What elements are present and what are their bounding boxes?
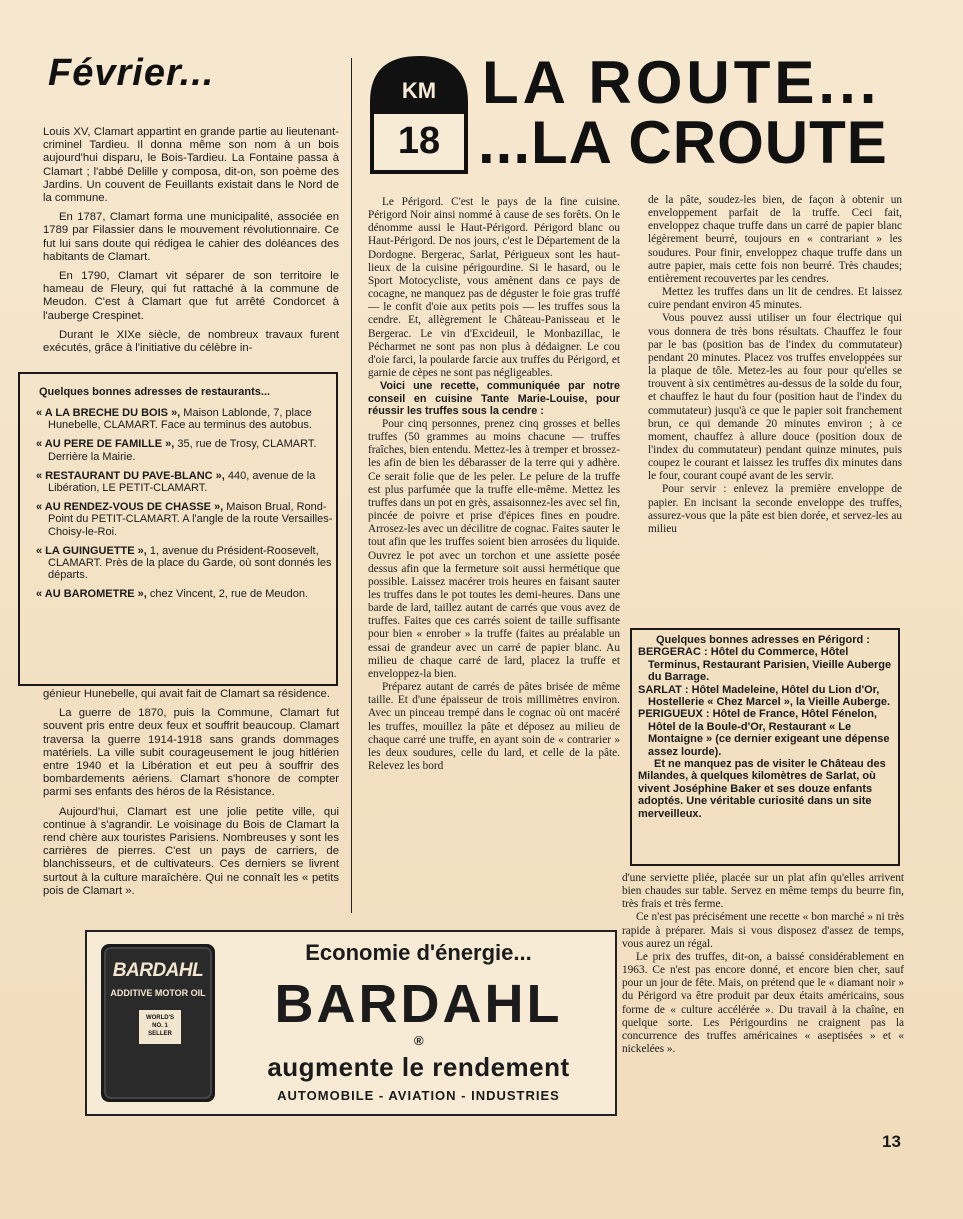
perigord-box [630, 628, 900, 866]
paragraph: La guerre de 1870, puis la Commune, Clamart fut souvent pris entre deux feux et souffrit beaucoup. Clamart traversa la guerre 1914-1918 sans grands dommages matériels. La ville subit courageusement le joug hitlérien entre 1940 et la Libération et eut peu à souffrir des bombardements aériens. Clamart s'honore de compter parmi ses enfants des héros de la Résistance. [43, 707, 339, 799]
perigord-entry: SARLAT : Hôtel Madeleine, Hôtel du Lion d'Or, Hostellerie « Chez Marcel », la Vieille Auberge. [638, 683, 891, 709]
perigord-box-title: Quelques bonnes adresses en Périgord : [656, 634, 870, 646]
recipe-heading: Voici une recette, communiquée par notre conseil en cuisine Tante Marie-Louise, pour réussir les truffes sous la cendre : [368, 380, 620, 418]
registered-mark: ® [414, 1033, 424, 1048]
oil-can-image [99, 942, 217, 1104]
perigord-entry: BERGERAC : Hôtel du Commerce, Hôtel Terminus, Restaurant Parisien, Vieille Auberge du Barrage. [638, 646, 892, 684]
left-column-bottom [43, 688, 339, 904]
paragraph: Pour cinq personnes, prenez cinq grosses et belles truffes (50 grammes au moins chacune — truffes fraîches, bien entendu. Mettez-les à tremper et brossez-les afin de bien les débarasser de la terre qui y adhère. Ce serait folie que de les peler. Le pelure de la truffe est plus parfumée que la truffe elle-même. Mettez les truffes dans un pot en grès, assaisonnez-les avec sel fin, pincée de poivre et prise d'épices fines en poudre. Arrosez-les avec un décilitre de cognac. Faites sauter le tout afin que les truffes soient bien arrosées du liquide. Ouvrez le pot avec un torchon et une assiette posée dessus afin que la fermeture soit aussi hermétique que possible. Laissez macérer trois heures en faisant sauter les truffes dans le pot toutes les demi-heures. Dans une barde de lard, taillez autant de carrés que vous avez de truffes. Faites que ces carrés soient de taille suffisante pour bien « enrober » la truffe (faites au préalable un essai de grandeur avec un carré de papier blanc. Au milieu de chaque carré de lard, placez la truffe et enveloppez-la bien. [368, 417, 620, 680]
ad-brand: BARDAHL [274, 974, 563, 1034]
perigord-entry: PERIGUEUX : Hôtel de France, Hôtel Fénelon, Hôtel de la Boule-d'Or, Restaurant « Le Montaigne » (ce dernier exigeant une dépense assez lourde). [638, 708, 890, 758]
restaurant-entry: « AU RENDEZ-VOUS DE CHASSE », Maison Brual, Rond-Point du PETIT-CLAMART. A l'angle de la route Versailles-Choisy-le-Roi. [36, 501, 333, 538]
restaurants-box [18, 372, 338, 686]
can-product: ADDITIVE MOTOR OIL [110, 988, 206, 998]
paragraph: Pour servir : enlevez la première enveloppe de papier. En incisant la seconde enveloppe des truffes, assurez-vous que la pâte est bien dorée, et servez-les au milieu [648, 483, 902, 535]
restaurants-box-title: Quelques bonnes adresses de restaurants... [39, 386, 271, 398]
km-number: 18 [397, 120, 441, 162]
ad-headline: Economie d'énergie... [305, 940, 532, 965]
paragraph: Préparez autant de carrés de pâtes brisée de même taille. Et d'une épaisseur de trois millimètres environ. Avec un pinceau trempé dans le cognac où ont macéré les truffes, mouillez la pâte et déposez au milieu de chaque carré une truffe, en ayant soin de « contrarier » les deux soudures, celle du lard, et celle de la pâte. Relevez les bord [368, 681, 620, 773]
paragraph: Ce n'est pas précisément une recette « bon marché » ni très rapide à préparer. Mais si vous disposez d'assez de temps, vous aurez un régal. [622, 911, 904, 950]
paragraph: Aujourd'hui, Clamart est une jolie petite ville, qui continue à s'agrandir. Le voisinage du Bois de Clamart la rend chère aux touristes Parisiens. Nombreuses y sont les carrières de pierres. C'est un pays de carriers, de blanchisseurs, et de cultivateurs. Ces derniers se livrent surtout à la culture maraîchère. Qui ne connaît les « petits pois de Clamart ». [43, 805, 339, 897]
can-badge: WORLD'S NO. 1 SELLER [145, 1015, 175, 1037]
km-label: KM [401, 78, 437, 103]
left-title: Février... [48, 52, 215, 94]
middle-column [368, 196, 620, 773]
perigord-tail: Et ne manquez pas de visiter le Château des Milandes, à quelques kilomètres de Sarlat, où vivent Joséphine Baker et ses douze enfants adoptés. Une véritable curiosité dans un site merveilleux. [638, 758, 886, 820]
paragraph: de la pâte, soudez-les bien, de façon à obtenir un enveloppement parfait de la truffe. Ceci fait, enveloppez chaque truffe dans un carré de papier blanc légèrement beurré, toujours en « contrariant » les soudures. Pour finir, enveloppez chaque truffe dans un autre papier, mais cette fois non beurré. Très chaudes; entièrement recouvertes par les cendres. [648, 194, 902, 285]
restaurant-entry: « LA GUINGUETTE », 1, avenue du Président-Roosevelt, CLAMART. Près de la place du Garde, où sont donnés les départs. [36, 544, 332, 582]
right-column-top [648, 194, 902, 536]
paragraph: génieur Hunebelle, qui avait fait de Clamart sa résidence. [43, 688, 330, 700]
ad-sectors: AUTOMOBILE - AVIATION - INDUSTRIES [277, 1088, 560, 1103]
main-title-line1: LA ROUTE... [482, 49, 881, 116]
restaurant-entry: « A LA BRECHE DU BOIS », Maison Lablonde, 7, place Hunebelle, CLAMART. Face au terminus des autobus. [36, 407, 312, 432]
page-number: 13 [882, 1132, 901, 1151]
can-brand: BARDAHL [112, 960, 204, 981]
right-column-bottom [622, 872, 904, 1056]
paragraph: En 1787, Clamart forma une municipalité, associée en 1789 par Filassier dans le mouvement révolutionnaire. Ce fut lui sans doute qui rédigea le cahier des doléances des habitants de Clamart. [43, 211, 339, 263]
left-column-top [43, 126, 339, 361]
paragraph: Durant le XIXe siècle, de nombreux travaux furent exécutés, grâce à l'initiative du célèbre in- [43, 328, 339, 355]
restaurant-entry: « RESTAURANT DU PAVE-BLANC », 440, avenue de la Libération, LE PETIT-CLAMART. [36, 469, 316, 495]
paragraph: d'une serviette pliée, placée sur un plat afin qu'elles arrivent bien chaudes sur table. Servez en même temps du beurre fin, très frais et très ferme. [622, 872, 904, 911]
restaurant-entry: « AU PERE DE FAMILLE », 35, rue de Trosy, CLAMART. Derrière la Mairie. [36, 438, 317, 463]
paragraph: Vous pouvez aussi utiliser un four électrique qui vous donnera de très bons résultats. Chauffez le four par le bas (position bas de l'index du commutateur) pendant 20 minutes. Placez vos truffes enveloppées sur la plaque de tôle. Metez-les au four pour qu'elles se trouvent à six centimètres au-dessus de la solde du four, et chauffez le haut du four (position haut de l'index du commutateur) jusqu'à ce que le papier soit franchement brun, ce qui demande 20 minutes environ ; à ce moment, chauffez à allure douce (position doux de l'index du commutateur) pendant quinze minutes, puis coupez le courant et laissez les truffes dix minutes dans le four, courant coupé avant de les servir. [648, 312, 902, 483]
paragraph: En 1790, Clamart vit séparer de son territoire le hameau de Fleury, qui fut rattaché à la commune de Meudon. C'est à Clamart que fut arrêté Condorcet à l'auberge Crespinet. [43, 270, 339, 322]
main-title-line2: ...LA CROUTE [478, 109, 888, 176]
paragraph: Le Périgord. C'est le pays de la fine cuisine. Périgord Noir ainsi nommé à cause de ses forêts. On le dénomme aussi le Haut-Périgord. Périgord blanc ou Haut-Périgord. De nos jours, c'est le Département de la Dordogne. Bergerac, Sarlat, Périgueux sont les haut-lieux de la cuisine périgourdine. Si le hasard, ou le Sport Motocycliste, vous amènent dans ce pays de cocagne, ne manquez pas de déguster le foie gras truffé — le confit d'oie aux petits pois — les truffes sous la cendre. Et, allègrement le Château-Panisseau et le Bergerac. Le vin d'Excideuil, le Monbazillac, le Pécharmet ne sont pas non plus à dédaigner. Le cou d'oie farci, la poularde farcie aux truffes du Périgord, et garnie de cèpes ne sont pas négligeables. [368, 196, 620, 380]
bardahl-advertisement [85, 930, 617, 1116]
ad-tagline: augmente le rendement [267, 1052, 570, 1082]
restaurant-entry: « AU BAROMETRE », chez Vincent, 2, rue de Meudon. [36, 588, 309, 601]
milestone-icon [368, 54, 470, 174]
paragraph: Le prix des truffes, dit-on, a baissé considérablement en 1963. Ce n'est pas encore donné, et encore bien cher, sauf pour un jour de fête. Mais, on prétend que le « diamant noir » du Périgord va être produit par deux étaits américains, sous forme de « culture accélérée ». Du travail à la chaîne, en quelque sorte. Les Périgourdins ne craignent pas la concurrence des truffes américaines « aseptisées » et « nickelées ». [622, 950, 904, 1056]
column-divider [351, 58, 352, 913]
paragraph: Louis XV, Clamart appartint en grande partie au lieutenant-criminel Tardieu. Il donna même son nom à un bois aujourd'hui disparu, le Bois-Tardieu. La Fontaine passa à Clamart ; l'abbé Delille y composa, dit-on, son poème des Jardins. Un couvent de Feuillants existait dans le Nord de la commune. [43, 126, 339, 205]
paragraph: Mettez les truffes dans un lit de cendres. Et laissez cuire pendant environ 45 minutes. [648, 286, 902, 312]
